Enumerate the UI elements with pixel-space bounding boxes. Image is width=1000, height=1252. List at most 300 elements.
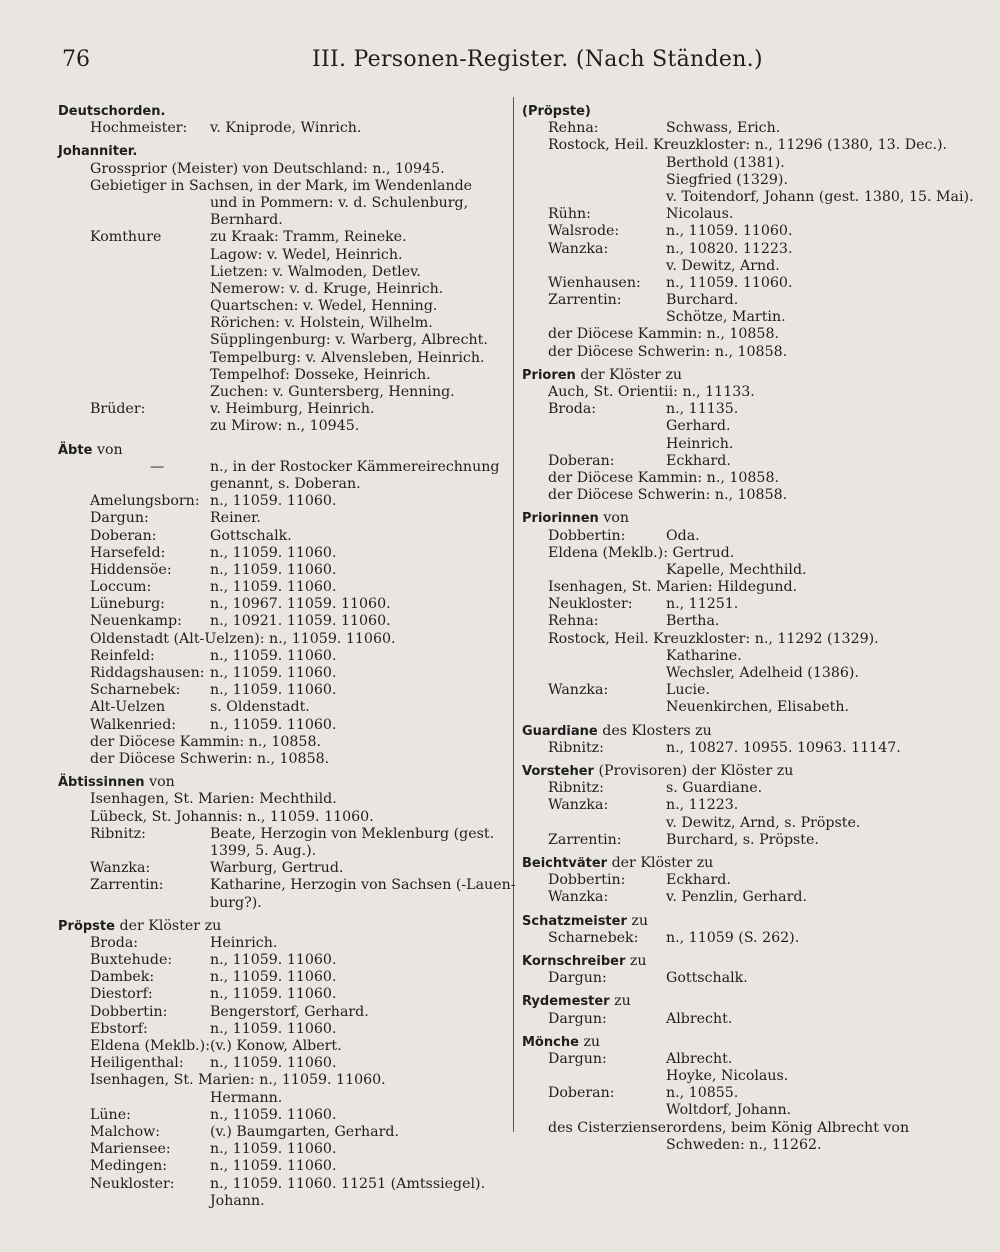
register-entry: [58, 665, 506, 682]
entry-label: Isenhagen, St. Marien: Mechthild.: [90, 791, 337, 808]
section-title: Äbtissinnen: [58, 775, 145, 791]
entry-value: Lietzen: v. Walmoden, Detlev.: [210, 263, 421, 280]
entry-value: Bernhard.: [210, 212, 283, 229]
section-subtitle: der Klöster zu: [119, 917, 222, 934]
entry-label: Diestorf:: [90, 986, 153, 1003]
register-entry: [58, 350, 506, 367]
entry-value: n., 11059 (S. 262).: [666, 929, 800, 946]
entry-value: n., 11059. 11060.: [210, 1055, 337, 1072]
register-entry: [58, 476, 506, 493]
entry-value: Berthold (1381).: [666, 154, 785, 171]
section-title: Äbte: [58, 442, 93, 458]
entry-label: Broda:: [548, 401, 597, 418]
section-heading: [522, 763, 962, 780]
register-entry: [522, 326, 962, 343]
entry-label: Reinfeld:: [90, 647, 155, 664]
entry-value: Burchard, s. Pröpste.: [666, 831, 819, 848]
register-entry: [522, 292, 962, 309]
register-entry: [58, 120, 506, 137]
entry-value: Schweden: n., 11262.: [666, 1136, 822, 1153]
register-entry: [58, 860, 506, 877]
entry-label: Alt-Uelzen: [90, 699, 166, 716]
entry-value: Siegfried (1329).: [666, 171, 788, 188]
register-entry: [522, 384, 962, 401]
register-entry: [522, 1011, 962, 1028]
entry-value: n., 10855.: [666, 1085, 739, 1102]
register-entry: [522, 631, 962, 648]
entry-value: n., 10967. 11059. 11060.: [210, 596, 391, 613]
entry-value: n., 11059. 11060.: [210, 969, 337, 986]
register-entry: [58, 809, 506, 826]
register-entry: [522, 418, 962, 435]
entry-value: Eckhard.: [666, 452, 731, 469]
section-heading: [58, 774, 506, 791]
register-entry: [58, 212, 506, 229]
register-entry: [522, 562, 962, 579]
entry-value: Gerhard.: [666, 418, 731, 435]
register-entry: [522, 487, 962, 504]
entry-label: Ebstorf:: [90, 1020, 148, 1037]
register-entry: [522, 545, 962, 562]
section-title: Beichtväter: [522, 855, 608, 871]
entry-label: der Diöcese Kammin: n., 10858.: [548, 326, 779, 343]
entry-label: Lübeck, St. Johannis: n., 11059. 11060.: [90, 808, 374, 825]
entry-label: Doberan:: [548, 1085, 615, 1102]
entry-value: Quartschen: v. Wedel, Henning.: [210, 298, 438, 315]
register-entry: [522, 528, 962, 545]
entry-value: Bertha.: [666, 613, 720, 630]
register-entry: [58, 699, 506, 716]
entry-label: Rostock, Heil. Kreuzkloster: n., 11296 (1380, 13. Dec.).: [548, 137, 948, 154]
entry-label: Dargun:: [548, 1050, 607, 1067]
entry-value: n., in der Rostocker Kämmereirechnung: [210, 458, 500, 475]
register-entry: [522, 470, 962, 487]
entry-value: Neuenkirchen, Elisabeth.: [666, 699, 850, 716]
right-column: [522, 97, 974, 1154]
entry-value: Tempelhof: Dosseke, Heinrich.: [210, 366, 431, 383]
page-title: III. Personen-Register. (Nach Ständen.): [312, 47, 763, 72]
entry-value: Zuchen: v. Guntersberg, Henning.: [210, 384, 455, 401]
entry-label: der Diöcese Schwerin: n., 10858.: [548, 343, 788, 360]
entry-value: n., 10820. 11223.: [666, 240, 793, 257]
entry-label: Wanzka:: [548, 889, 609, 906]
section-heading: [522, 103, 962, 120]
entry-label: Amelungsborn:: [90, 493, 200, 510]
entry-value: n., 11059. 11060.: [210, 493, 337, 510]
register-entry: [522, 137, 962, 154]
entry-value: n., 11135.: [666, 401, 739, 418]
entry-label: Rostock, Heil. Kreuzkloster: n., 11292 (1329).: [548, 630, 879, 647]
register-entry: [58, 952, 506, 969]
register-entry: [522, 1068, 962, 1085]
section-heading: [522, 913, 962, 930]
register-entry: [58, 1124, 506, 1141]
entry-value: Hoyke, Nicolaus.: [666, 1068, 789, 1085]
register-entry: [522, 1137, 962, 1154]
entry-label: Isenhagen, St. Marien: n., 11059. 11060.: [90, 1072, 386, 1089]
register-entry: [522, 613, 962, 630]
register-entry: [58, 178, 506, 195]
entry-value: 1399, 5. Aug.).: [210, 842, 317, 859]
entry-label: Lüneburg:: [90, 596, 165, 613]
register-entry: [522, 206, 962, 223]
register-entry: [58, 510, 506, 527]
entry-value: Reiner.: [210, 510, 261, 527]
section-heading: [58, 103, 506, 120]
entry-label: Dobbertin:: [548, 527, 626, 544]
entry-label: Dargun:: [548, 970, 607, 987]
section-heading: [58, 143, 506, 160]
register-entry: [58, 682, 506, 699]
entry-value: n., 11059. 11060.: [210, 665, 337, 682]
page-number: 76: [62, 47, 90, 72]
register-entry: [58, 1141, 506, 1158]
entry-value: n., 11059. 11060.: [210, 544, 337, 561]
section-heading: [58, 442, 506, 459]
register-entry: [522, 970, 962, 987]
entry-label: Eldena (Meklb.):: [90, 1038, 210, 1055]
register-entry: [58, 332, 506, 349]
register-entry: [58, 264, 506, 281]
entry-value: Nemerow: v. d. Kruge, Heinrich.: [210, 280, 444, 297]
register-entry: [58, 493, 506, 510]
entry-value: n., 11059. 11060.: [666, 223, 793, 240]
register-entry: [522, 120, 962, 137]
entry-value: n., 11059. 11060.: [210, 579, 337, 596]
entry-value: Schwass, Erich.: [666, 120, 781, 137]
entry-label: Malchow:: [90, 1123, 161, 1140]
entry-value: Katharine.: [666, 647, 742, 664]
entry-label: Walsrode:: [548, 223, 620, 240]
entry-value: Lagow: v. Wedel, Heinrich.: [210, 246, 403, 263]
register-entry: [58, 613, 506, 630]
section-title: Prioren: [522, 367, 576, 383]
register-entry: [522, 172, 962, 189]
entry-label: —: [150, 458, 165, 475]
register-entry: [522, 309, 962, 326]
register-entry: [58, 826, 506, 843]
register-entry: [58, 596, 506, 613]
register-entry: [522, 258, 962, 275]
register-entry: [522, 1051, 962, 1068]
entry-value: (v.) Baumgarten, Gerhard.: [210, 1123, 399, 1140]
register-entry: [58, 528, 506, 545]
register-entry: [58, 843, 506, 860]
register-entry: [522, 241, 962, 258]
entry-value: Beate, Herzogin von Meklenburg (gest.: [210, 825, 495, 842]
entry-label: Auch, St. Orientii: n., 11133.: [548, 384, 755, 401]
entry-label: der Diöcese Schwerin: n., 10858.: [90, 750, 330, 767]
register-entry: [522, 275, 962, 292]
entry-value: n., 11059. 11060.: [210, 952, 337, 969]
entry-value: n., 11059. 11060.: [210, 1106, 337, 1123]
entry-value: n., 11059. 11060.: [210, 1141, 337, 1158]
entry-value: Heinrich.: [666, 435, 734, 452]
entry-value: n., 11059. 11060. 11251 (Amtssiegel).: [210, 1175, 486, 1192]
section-heading: [522, 723, 962, 740]
register-entry: [58, 751, 506, 768]
section-subtitle: von: [603, 510, 630, 527]
entry-value: v. Penzlin, Gerhard.: [666, 889, 807, 906]
section-subtitle: von: [96, 441, 123, 458]
entry-label: Rehna:: [548, 613, 599, 630]
entry-label: Dargun:: [548, 1010, 607, 1027]
register-entry: [522, 1102, 962, 1119]
register-entry: [58, 935, 506, 952]
section-heading: [522, 993, 962, 1010]
register-entry: [522, 1120, 962, 1137]
entry-label: Wanzka:: [90, 860, 151, 877]
register-entry: [58, 895, 506, 912]
section-subtitle: zu: [631, 912, 649, 929]
section-subtitle: zu: [629, 952, 647, 969]
entry-label: Zarrentin:: [548, 292, 622, 309]
entry-label: Scharnebek:: [90, 682, 181, 699]
register-entry: [58, 734, 506, 751]
register-entry: [58, 1021, 506, 1038]
section-title: Johanniter.: [58, 144, 138, 160]
register-entry: [522, 740, 962, 757]
entry-label: Walkenried:: [90, 716, 177, 733]
register-entry: [58, 281, 506, 298]
entry-value: genannt, s. Doberan.: [210, 475, 361, 492]
entry-label: Mariensee:: [90, 1141, 171, 1158]
entry-value: v. Dewitz, Arnd.: [666, 257, 780, 274]
entry-value: Gottschalk.: [666, 970, 748, 987]
register-entry: [58, 247, 506, 264]
entry-value: n., 11251.: [666, 596, 739, 613]
register-entry: [522, 453, 962, 470]
entry-value: Johann.: [210, 1192, 265, 1209]
entry-value: und in Pommern: v. d. Schulenburg,: [210, 194, 469, 211]
register-entry: [58, 791, 506, 808]
register-entry: [522, 596, 962, 613]
register-entry: [58, 195, 506, 212]
entry-label: Scharnebek:: [548, 929, 639, 946]
entry-label: Loccum:: [90, 579, 152, 596]
register-entry: [58, 1038, 506, 1055]
entry-value: Oda.: [666, 527, 700, 544]
register-entry: [58, 631, 506, 648]
register-entry: [58, 161, 506, 178]
register-entry: [522, 815, 962, 832]
entry-label: Dambek:: [90, 969, 155, 986]
section-title: Schatzmeister: [522, 913, 627, 929]
register-entry: [522, 223, 962, 240]
entry-value: n., 11223.: [666, 797, 739, 814]
section-subtitle: von: [149, 774, 175, 791]
register-entry: [58, 229, 506, 246]
entry-value: burg?).: [210, 894, 262, 911]
entry-value: v. Heimburg, Heinrich.: [210, 401, 375, 418]
entry-value: Bengerstorf, Gerhard.: [210, 1003, 369, 1020]
entry-label: Hochmeister:: [90, 120, 188, 137]
register-entry: [522, 889, 962, 906]
entry-value: s. Oldenstadt.: [210, 699, 310, 716]
entry-value: n., 11059. 11060.: [666, 274, 793, 291]
register-entry: [522, 665, 962, 682]
register-entry: [58, 1004, 506, 1021]
register-entry: [58, 877, 516, 894]
entry-label: Buxtehude:: [90, 952, 173, 969]
section-title: Vorsteher: [522, 764, 594, 779]
entry-value: Schötze, Martin.: [666, 309, 786, 326]
register-entry: [522, 579, 962, 596]
entry-label: Wanzka:: [548, 682, 609, 699]
section-title: (Pröpste): [522, 104, 591, 119]
entry-label: Grossprior (Meister) von Deutschland: n., 10945.: [90, 160, 445, 177]
entry-value: v. Toitendorf, Johann (gest. 1380, 15. Mai).: [666, 188, 974, 205]
entry-value: Warburg, Gertrud.: [210, 860, 344, 877]
entry-label: Wanzka:: [548, 240, 609, 257]
entry-label: Ribnitz:: [90, 825, 146, 842]
entry-value: n., 11059. 11060.: [210, 986, 337, 1003]
entry-label: Neukloster:: [90, 1175, 175, 1192]
entry-label: Rühn:: [548, 206, 591, 223]
entry-value: n., 11059. 11060.: [210, 1020, 337, 1037]
register-entry: [58, 401, 506, 418]
column-divider: [513, 97, 514, 1132]
entry-label: Ribnitz:: [548, 780, 604, 797]
register-entry: [522, 797, 962, 814]
register-entry: [58, 1158, 506, 1175]
entry-value: Albrecht.: [666, 1010, 733, 1027]
register-entry: [522, 648, 962, 665]
entry-value: zu Kraak: Tramm, Reineke.: [210, 229, 407, 246]
register-entry: [58, 298, 506, 315]
entry-label: Riddagshausen:: [90, 665, 205, 682]
entry-value: Burchard.: [666, 292, 739, 309]
register-entry: [522, 780, 962, 797]
entry-label: Brüder:: [90, 401, 146, 418]
entry-value: Rörichen: v. Holstein, Wilhelm.: [210, 315, 433, 332]
section-title: Pröpste: [58, 918, 115, 934]
section-subtitle: zu: [614, 993, 631, 1010]
register-entry: [522, 1085, 962, 1102]
register-entry: [58, 562, 506, 579]
section-title: Kornschreiber: [522, 953, 626, 969]
register-entry: [58, 1176, 506, 1193]
entry-label: Harsefeld:: [90, 544, 166, 561]
entry-value: v. Dewitz, Arnd, s. Pröpste.: [666, 814, 861, 831]
register-entry: [58, 459, 506, 476]
entry-label: Wienhausen:: [548, 274, 641, 291]
entry-label: der Diöcese Schwerin: n., 10858.: [548, 487, 788, 504]
entry-label: Zarrentin:: [548, 831, 622, 848]
entry-value: Gottschalk.: [210, 527, 292, 544]
entry-label: Doberan:: [90, 527, 157, 544]
section-title: Guardiane: [522, 723, 598, 739]
register-entry: [522, 401, 962, 418]
register-entry: [522, 436, 962, 453]
register-entry: [522, 155, 962, 172]
register-entry: [58, 1055, 506, 1072]
section-title: Deutschorden.: [58, 104, 166, 119]
register-entry: [58, 315, 506, 332]
entry-label: Gebietiger in Sachsen, in der Mark, im Wendenlande: [90, 177, 473, 194]
register-entry: [58, 1072, 506, 1089]
entry-value: (v.) Konow, Albert.: [210, 1038, 342, 1055]
entry-value: Katharine, Herzogin von Sachsen (-Lauen-: [210, 877, 516, 894]
entry-label: Broda:: [90, 934, 139, 951]
section-subtitle: zu: [583, 1033, 601, 1050]
entry-value: Nicolaus.: [666, 206, 734, 223]
entry-label: Hiddensöe:: [90, 561, 172, 578]
entry-label: Medingen:: [90, 1158, 168, 1175]
entry-value: n., 11059. 11060.: [210, 561, 337, 578]
entry-value: n., 11059. 11060.: [210, 682, 337, 699]
entry-value: Kapelle, Mechthild.: [666, 561, 807, 578]
entry-value: Süpplingenburg: v. Warberg, Albrecht.: [210, 332, 488, 349]
entry-label: Isenhagen, St. Marien: Hildegund.: [548, 579, 798, 596]
section-subtitle: des Klosters zu: [602, 722, 712, 739]
section-heading: [522, 1034, 962, 1051]
section-heading: [58, 918, 506, 935]
entry-label: Dobbertin:: [548, 872, 626, 889]
entry-value: Woltdorf, Johann.: [666, 1102, 792, 1119]
section-title: Priorinnen: [522, 511, 599, 527]
entry-label: Lüne:: [90, 1106, 131, 1123]
section-title: Mönche: [522, 1034, 579, 1050]
section-title: Rydemester: [522, 994, 610, 1010]
entry-value: n., 10921. 11059. 11060.: [210, 613, 391, 630]
section-subtitle: der Klöster zu: [611, 854, 714, 871]
entry-value: Tempelburg: v. Alvensleben, Heinrich.: [210, 349, 485, 366]
entry-value: zu Mirow: n., 10945.: [210, 418, 360, 435]
entry-value: n., 11059. 11060.: [210, 647, 337, 664]
register-entry: [522, 832, 962, 849]
entry-label: der Diöcese Kammin: n., 10858.: [548, 469, 779, 486]
entry-value: v. Kniprode, Winrich.: [210, 120, 362, 137]
section-heading: [522, 510, 962, 527]
register-entry: [58, 986, 506, 1003]
entry-label: Neuenkamp:: [90, 613, 182, 630]
entry-value: n., 11059. 11060.: [210, 1158, 337, 1175]
entry-label: Dobbertin:: [90, 1003, 168, 1020]
register-entry: [522, 699, 962, 716]
section-heading: [522, 855, 962, 872]
entry-value: Wechsler, Adelheid (1386).: [666, 665, 859, 682]
register-entry: [58, 545, 506, 562]
entry-value: n., 11059. 11060.: [210, 716, 337, 733]
entry-label: Rehna:: [548, 120, 599, 137]
register-entry: [58, 579, 506, 596]
entry-label: Heiligenthal:: [90, 1055, 184, 1072]
entry-label: der Diöcese Kammin: n., 10858.: [90, 733, 321, 750]
register-entry: [58, 418, 506, 435]
entry-value: Lucie.: [666, 682, 710, 699]
entry-value: Hermann.: [210, 1089, 283, 1106]
register-entry: [522, 682, 962, 699]
register-entry: [58, 1090, 506, 1107]
section-heading: [522, 367, 962, 384]
register-entry: [58, 367, 506, 384]
entry-value: Heinrich.: [210, 934, 278, 951]
register-entry: [58, 384, 506, 401]
entry-value: n., 10827. 10955. 10963. 11147.: [666, 739, 901, 756]
entry-label: Dargun:: [90, 510, 149, 527]
register-entry: [58, 1107, 506, 1124]
section-subtitle: (Provisoren) der Klöster zu: [598, 763, 794, 779]
entry-label: Komthure: [90, 229, 162, 246]
register-entry: [58, 969, 506, 986]
register-entry: [522, 872, 962, 889]
register-entry: [522, 930, 962, 947]
entry-label: Ribnitz:: [548, 739, 604, 756]
entry-value: Eckhard.: [666, 872, 731, 889]
entry-label: des Cisterzienserordens, beim König Albrecht von: [548, 1119, 910, 1136]
register-entry: [522, 188, 974, 206]
